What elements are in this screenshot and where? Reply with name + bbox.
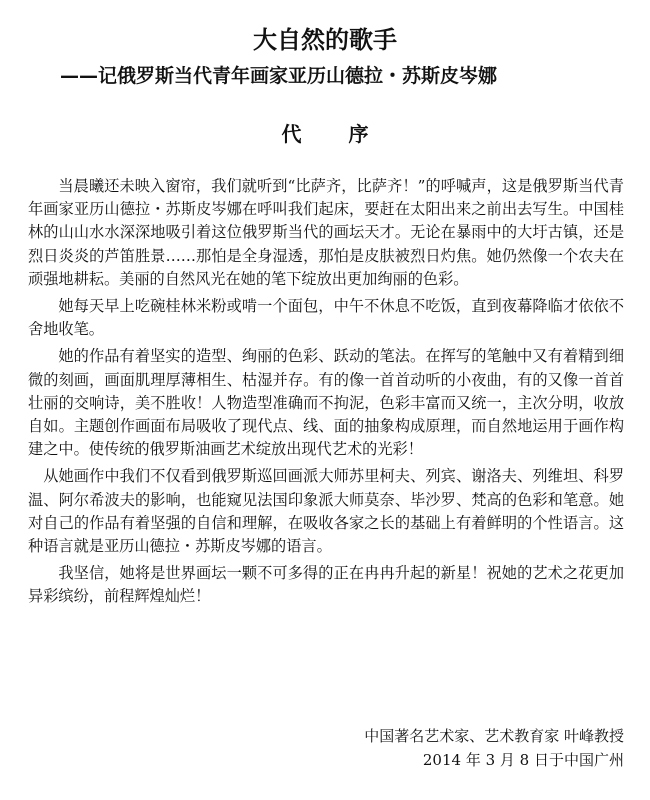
paragraph-5: 我坚信，她将是世界画坛一颗不可多得的正在冉冉升起的新星！祝她的艺术之花更加异彩缤纷，前程辉煌灿烂！ [28, 564, 624, 606]
document-title: 大自然的歌手 [253, 26, 397, 54]
signature-author: 中国著名艺术家、艺术教育家 叶峰教授 [364, 727, 624, 745]
signature-date: 2014 年 3 月 8 日于中国广州 [422, 751, 624, 769]
paragraph-2: 她每天早上吃碗桂林米粉或啃一个面包，中午不休息不吃饭，直到夜幕降临才依依不舍地收笔。 [28, 297, 624, 339]
paragraph-3: 她的作品有着坚实的造型、绚丽的色彩、跃动的笔法。在挥写的笔触中又有着精到细微的刻画，画面肌理厚薄相生、枯湿并存。有的像一首首动听的小夜曲，有的又像一首首壮丽的交响诗，美不胜收！人物造型准确而不拘泥，色彩丰富而又统一，主次分明，收放自如。主题创作画面布局吸收了现代点、线、面的抽象构成原理，而自然地运用于画作构建之中。使传统的俄罗斯油画艺术绽放出现代艺术的光彩！ [28, 347, 624, 459]
signature-block [364, 724, 624, 772]
document-subtitle: ——记俄罗斯当代青年画家亚历山德拉・苏斯皮岑娜 [60, 65, 498, 87]
paragraph-4: 从她画作中我们不仅看到俄罗斯巡回画派大师苏里柯夫、列宾、谢洛夫、列维坦、科罗温、阿尔希波夫的影响，也能窥见法国印象派大师莫奈、毕沙罗、梵高的色彩和笔意。她对自己的作品有着坚强的自信和理解，在吸收各家之长的基础上有着鲜明的个性语言。这种语言就是亚历山德拉・苏斯皮岑娜的语言。 [28, 467, 624, 556]
paragraph-1: 当晨曦还未映入窗帘，我们就听到“比萨齐，比萨齐！”的呼喊声，这是俄罗斯当代青年画家亚历山德拉・苏斯皮岑娜在呼叫我们起床，要赶在太阳出来之前出去写生。中国桂林的山山水水深深地吸引着这位俄罗斯当代的画坛天才。无论在暴雨中的大圩古镇，还是烈日炎炎的芦笛胜景……那怕是全身湿透，那怕是皮肤被烈日灼焦。她仍然像一个农夫在顽强地耕耘。美丽的自然风光在她的笔下绽放出更加绚丽的色彩。 [28, 177, 624, 288]
body-text [28, 175, 624, 613]
section-title: 代 序 [281, 122, 389, 146]
